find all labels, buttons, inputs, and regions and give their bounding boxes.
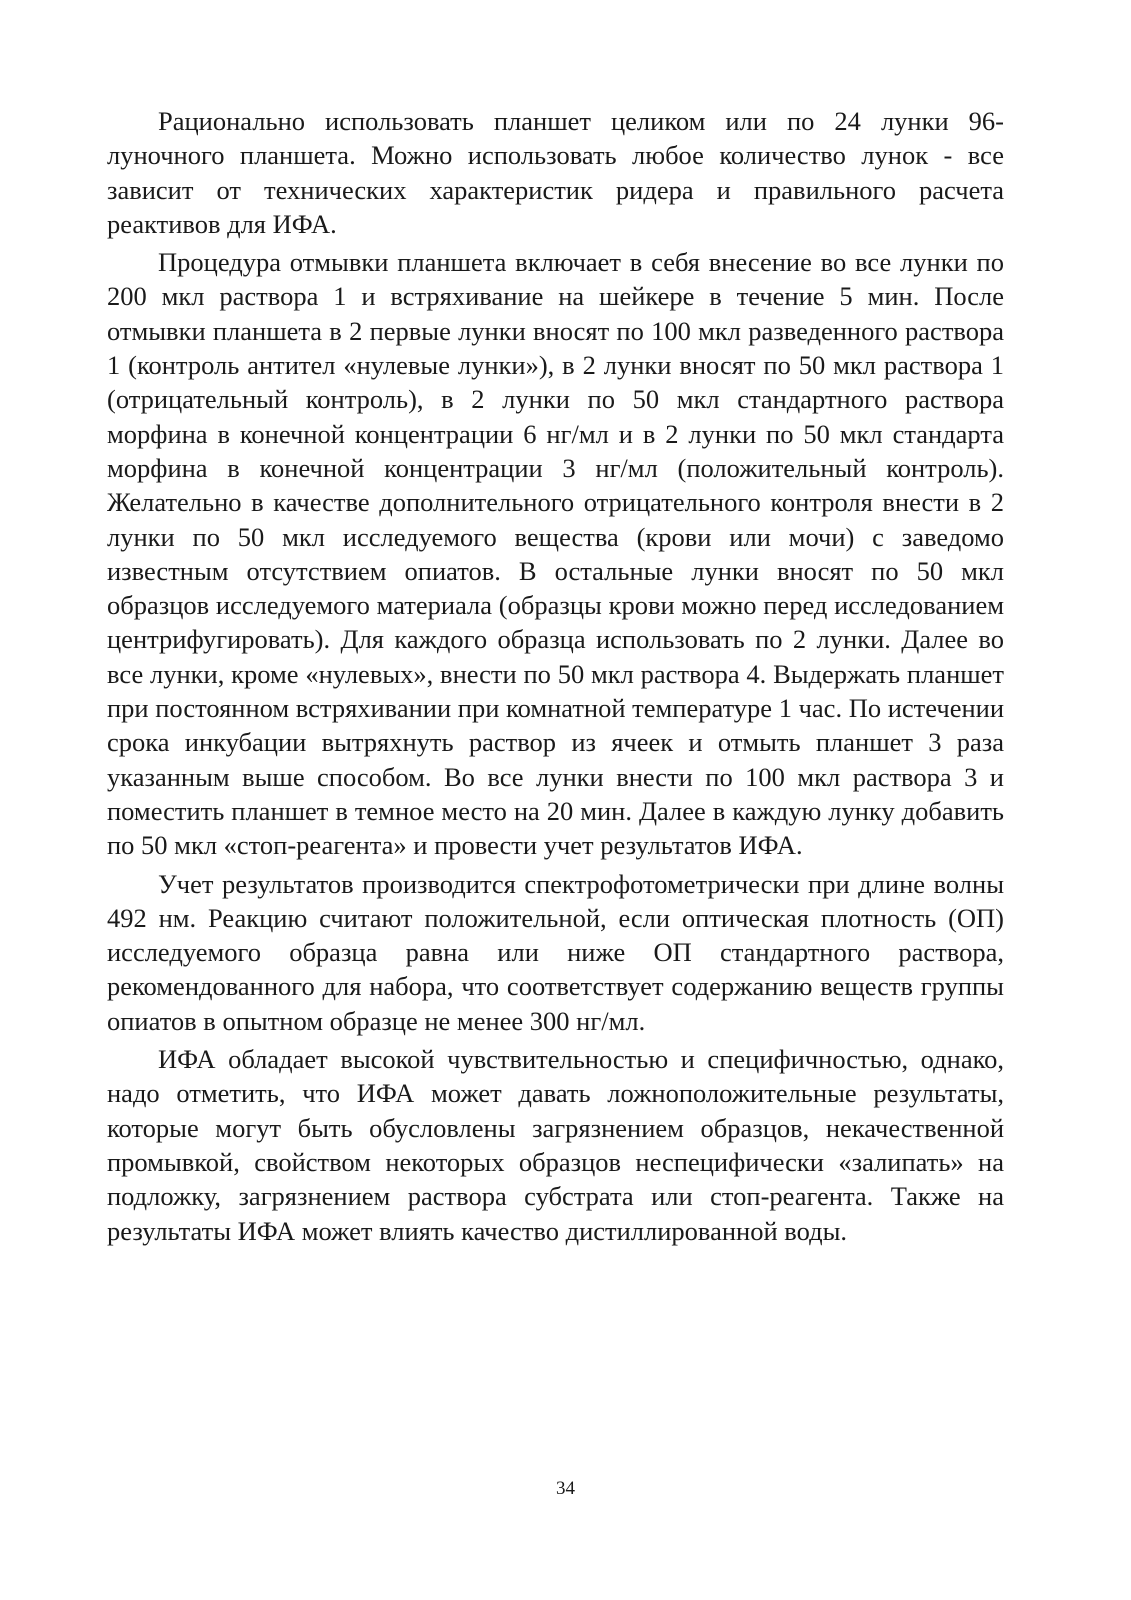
page-number: 34 [556,1478,575,1499]
paragraph-results-evaluation: Учет результатов производится спектрофотометрически при длине волны 492 нм. Реакцию считают положительной, если оптическая плотность (ОП) исследуемого образца равна или ниже ОП стандартного раствора, рекомендованного для набора, что соответствует содержанию веществ группы опиатов в опытном образце не менее 300 нг/мл. [107,868,1004,1036]
text-body [107,104,1004,1252]
paragraph-plate-usage: Рационально использовать планшет целиком или по 24 лунки 96-луночного планшета. Можно использовать любое количество лунок - все зависит от технических характеристик ридера и правильного расчета реактивов для ИФА. [107,106,1004,239]
paragraph-false-positives: ИФА обладает высокой чувствительностью и специфичностью, однако, надо отметить, что ИФА может давать ложноположительные результаты, которые могут быть обусловлены загрязнением образцов, некачественной промывкой, свойством некоторых образцов неспецифически «залипать» на подложку, загрязнением раствора субстрата или стоп-реагента. Также на результаты ИФА может влиять качество дистиллированной воды. [107,1044,1004,1246]
paragraph-washing-procedure: Процедура отмывки планшета включает в себя внесение во все лунки по 200 мкл раствора 1 и встряхивание на шейкере в течение 5 мин. После отмывки планшета в 2 первые лунки вносят по 100 мкл разведенного раствора 1 (контроль антител «нулевые лунки»), в 2 лунки вносят по 50 мкл раствора 1 (отрицательный контроль), в 2 лунки по 50 мкл стандартного раствора морфина в конечной концентрации 6 нг/мл и в 2 лунки по 50 мкл стандарта морфина в конечной концентрации 3 нг/мл (положительный контроль). Желательно в качестве дополнительного отрицательного контроля внести в 2 лунки по 50 мкл исследуемого вещества (крови или мочи) с заведомо известным отсутствием опиатов. В остальные лунки вносят по 50 мкл образцов исследуемого материала (образцы крови можно перед исследованием центрифугировать). Для каждого образца использовать по 2 лунки. Далее во все лунки, кроме «нулевых», внести по 50 мкл раствора 4. Выдержать планшет при постоянном встряхивании при комнатной температуре 1 час. По истечении срока инкубации вытряхнуть раствор из ячеек и отмыть планшет 3 раза указанным выше способом. Во все лунки внести по 100 мкл раствора 3 и поместить планшет в темное место на 20 мин. Далее в каждую лунку добавить по 50 мкл «стоп-реагента» и провести учет результатов ИФА. [107,247,1004,861]
